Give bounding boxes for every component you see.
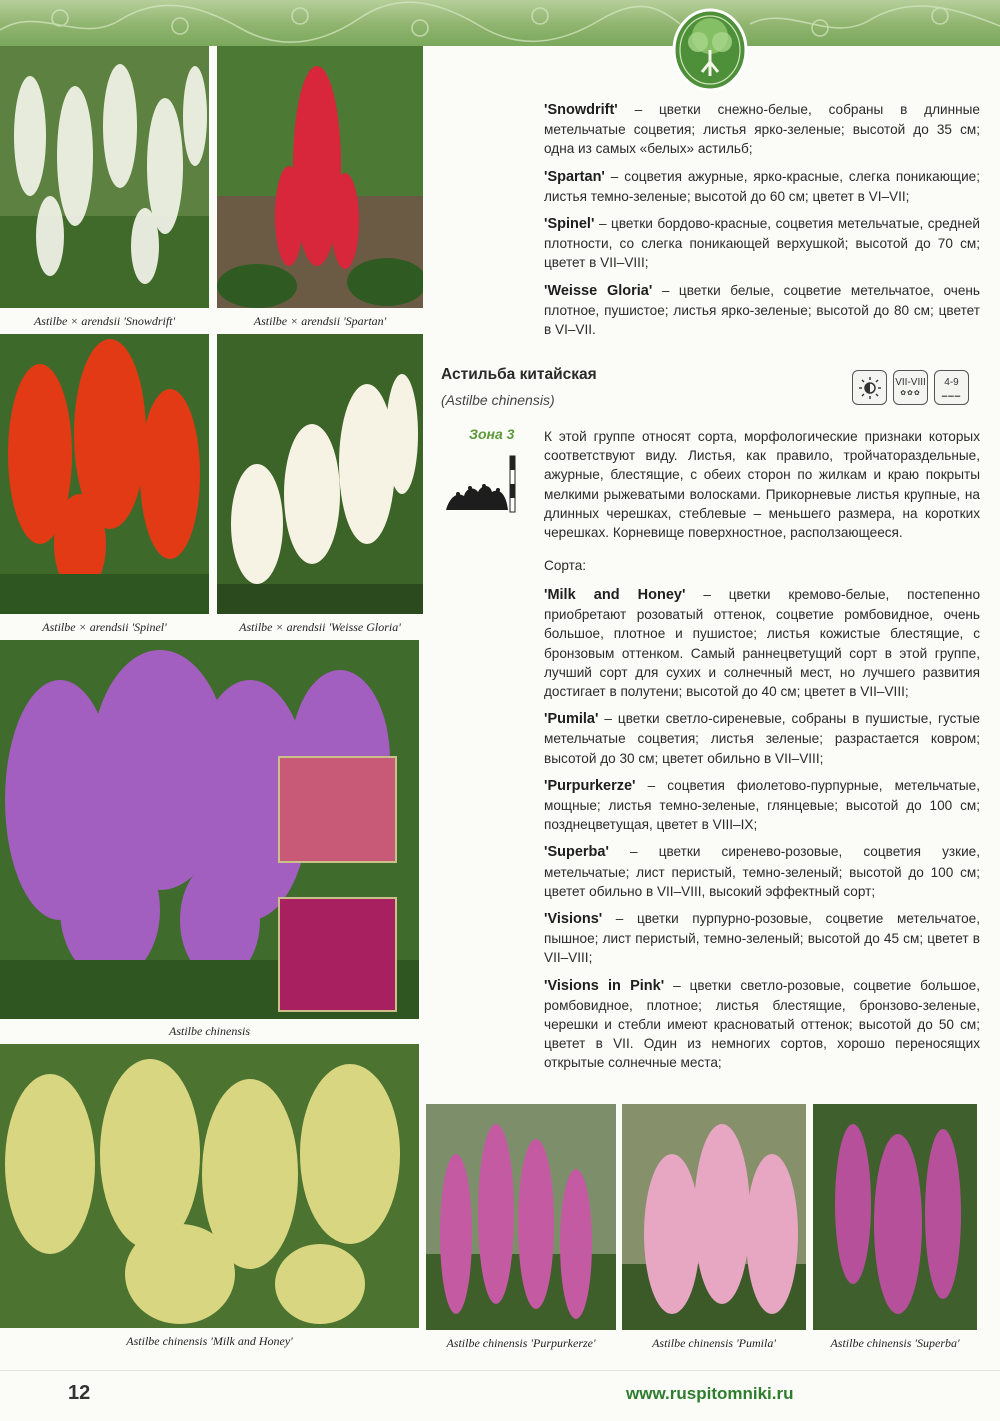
- cultivar-name: 'Milk and Honey': [544, 587, 686, 603]
- cultivar-name: 'Spinel': [544, 216, 595, 233]
- cultivar-entry: [544, 214, 980, 273]
- hardiness-text: 4-9: [944, 376, 959, 388]
- cultivar-description: – цветки сиренево-розовые, соцветия узкие, метельчатые; лист перистый, темно-зеленый; высотой до 100 см; цветет обильно в VII–VIII, высокий эффектный сорт;: [544, 844, 980, 899]
- cultivar-description: – цветки бордово-красные, соцветия метельчатые, средней плотности, со слегка поникающей верхушкой; высотой до 70 см; цветет в VII–VIII;: [544, 216, 980, 271]
- ruler-icon: ▁▁▁: [941, 389, 962, 397]
- partial-shade-icon: [852, 370, 887, 405]
- section-intro: К этой группе относят сорта, морфологические признаки которых соответствуют виду. Листья, как правило, тройчатораздельные, ажурные, блестящие, с обеих сторон по жилкам и краю покрыты мелкими рыжеватыми волосками. Прикорневые листья крупные, на длинных черешках, стеблевые – меньшего размера, на коротких черешках. Корневище поверхностное, расползающееся.: [544, 429, 980, 541]
- photo-superba: [813, 1104, 977, 1330]
- section-latin-name: (Astilbe chinensis): [441, 392, 555, 408]
- cultivar-entry: [544, 842, 980, 901]
- photo-milk-and-honey: [0, 1044, 419, 1328]
- flower-rating-icon: ✿✿✿: [900, 389, 921, 397]
- caption-chinensis: Astilbe chinensis: [169, 1024, 250, 1038]
- cultivar-description: – соцветия ажурные, ярко-красные, слегка поникающие; листья темно-зеленые; высотой до 60 см; цветет в VI–VII;: [544, 168, 980, 204]
- footer-divider: [0, 1370, 1000, 1371]
- photo-spartan: [217, 46, 423, 308]
- cultivar-description: – цветки светло-сиреневые, собраны в пушистые, густые метельчатые соцветия; листья зеленые; разрастается ковром; высотой до 30 см; цветет обильно в VII–VIII;: [544, 711, 980, 766]
- cultivar-name: 'Superba': [544, 844, 609, 861]
- bloom-period-badge: [893, 370, 928, 405]
- cultivar-description: – цветки белые, соцветие метельчатое, очень плотное, пушистое; листья ярко-зеленые; высотой до 80 см; цветет в VI–VII.: [544, 282, 980, 338]
- photo-spinel: [0, 334, 209, 614]
- cultivar-entry: [544, 976, 980, 1073]
- photo-pumila: [622, 1104, 806, 1330]
- caption-milk-and-honey: Astilbe chinensis 'Milk and Honey': [126, 1334, 293, 1348]
- cultivar-entry: [544, 167, 980, 206]
- cultivar-entry: [544, 281, 980, 340]
- photo-snowdrift: [0, 46, 209, 308]
- plant-height-icon: [444, 452, 520, 516]
- chinensis-cultivar-list: [544, 585, 980, 1081]
- caption-spinel: Astilbe × arendsii 'Spinel': [42, 620, 167, 634]
- caption-superba: Astilbe chinensis 'Superba': [830, 1336, 960, 1350]
- cultivar-name: 'Visions': [544, 911, 603, 928]
- cultivar-entry: [544, 100, 980, 159]
- cultivar-name: 'Purpurkerze': [544, 777, 636, 794]
- cultivar-description: – цветки снежно-белые, собраны в длинные метельчатые соцветия; листья ярко-зеленые; высотой до 35 см; одна из самых «белых» астильб;: [544, 102, 980, 157]
- cultivar-entry: [544, 585, 980, 701]
- header-banner: [0, 0, 1000, 46]
- caption-purpurkerze: Astilbe chinensis 'Purpurkerze': [446, 1336, 596, 1350]
- zone-label: Зона 3: [469, 426, 515, 442]
- caption-pumila: Astilbe chinensis 'Pumila': [652, 1336, 776, 1350]
- cultivar-name: 'Spartan': [544, 168, 605, 185]
- cultivar-entry: [544, 776, 980, 835]
- cultivar-name: 'Weisse Gloria': [544, 282, 653, 299]
- care-badges: [852, 370, 969, 405]
- caption-spartan: Astilbe × arendsii 'Spartan': [253, 314, 387, 328]
- bloom-period-text: VII-VIII: [895, 376, 926, 388]
- cultivar-description: – цветки пурпурно-розовые, соцветие метельчатое, пышное; лист перистый, темно-зеленый; высотой до 45 см; цветет в VII–VIII;: [544, 911, 980, 966]
- caption-snowdrift: Astilbe × arendsii 'Snowdrift': [33, 314, 176, 328]
- photo-chinensis: [0, 640, 419, 1019]
- hardiness-badge: [934, 370, 969, 405]
- cultivar-description: – цветки кремово-белые, постепенно приобретают розоватый оттенок, соцветие ромбовидное, очень большое, плотное и пушистое; листья кожистые блестящие, с бронзовым оттенком. Самый раннецветущий сорт в этой группе, лучший сорт для сухих и солнечный мест, но лучшего развития достигает в полутени; высотой до 40 см; цветет в VII–VIII;: [544, 587, 981, 700]
- cultivar-entry: [544, 709, 980, 768]
- page-number: 12: [68, 1382, 91, 1404]
- cultivar-entry: [544, 909, 980, 968]
- section-title: Астильба китайская: [441, 366, 597, 383]
- cultivar-description: – соцветия фиолетово-пурпурные, метельчатые, мощные; листья темно-зеленые, глянцевые; высотой до 100 см; позднецветущая, цветет в VIII–IX;: [544, 777, 980, 833]
- cultivars-heading: Сорта:: [544, 558, 587, 573]
- caption-weisse-gloria: Astilbe × arendsii 'Weisse Gloria': [239, 620, 401, 634]
- cultivar-name: 'Pumila': [544, 711, 599, 728]
- photo-weisse-gloria: [217, 334, 423, 614]
- top-cultivar-list: [544, 100, 980, 347]
- cultivar-name: 'Snowdrift': [544, 102, 618, 118]
- tree-logo-icon: [670, 2, 750, 92]
- photo-purpurkerze: [426, 1104, 616, 1330]
- website-link[interactable]: www.ruspitomniki.ru: [626, 1384, 794, 1403]
- cultivar-description: – цветки светло-розовые, соцветие большое, ромбовидное, плотное; листья блестящие, бронзово-зеленые, черешки и стебли имеют красноватый оттенок; высотой до 50 см; цветет в VII. Один из немногих сортов, хорошо переносящих открытые солнечные места;: [544, 977, 980, 1071]
- cultivar-name: 'Visions in Pink': [544, 977, 665, 994]
